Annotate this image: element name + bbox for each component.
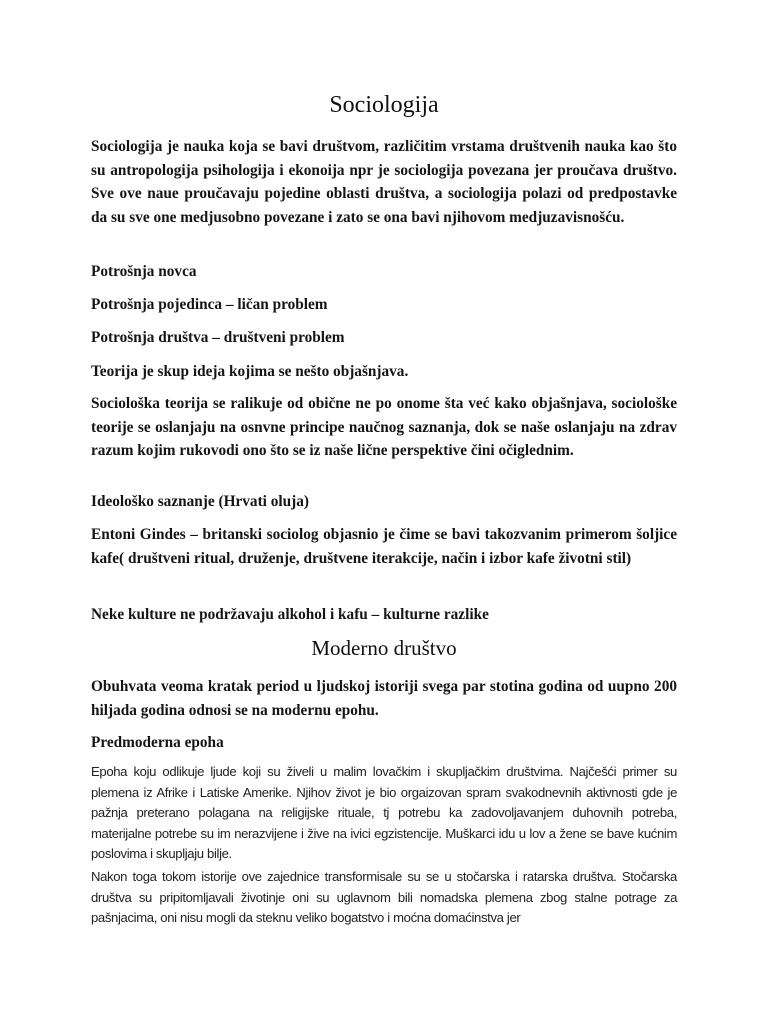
line-ideolosko-saznanje: Ideološko saznanje (Hrvati oluja): [91, 493, 309, 510]
paragraph-nakon: Nakon toga tokom istorije ove zajednice transformisale su se u stočarska i ratarska društva. Stočarska društva su pripitomljavali životinje oni su uglavnom bili nomadska plemena zbog stalne potrage za pašnjacima, oni nisu mogli da steknu veliko bogatstvo i moćna domaćinstva jer: [91, 869, 677, 926]
section-title-moderno-drustvo: Moderno društvo: [311, 636, 457, 660]
paragraph-socioloska-teorija: Sociološka teorija se ralikuje od obične ne po onome šta već kako objašnjava, sociološke teorije se oslanjaju na osnvne principe naučnog saznanja, dok se naše oslanjaju na zdrav razum kojim rukovodi ono što se iz naše lične perspektive čini očiglednim.: [91, 395, 677, 460]
paragraph-gindes: Entoni Gindes – britanski sociolog objasnio je čime se bavi takozvanim primerom šoljice kafe( društveni ritual, druženje, društvene iterakcije, način i izbor kafe životni stil): [91, 526, 677, 567]
line-teorija: Teorija je skup ideja kojima se nešto objašnjava.: [91, 363, 409, 380]
paragraph-epoha: Epoha koju odlikuje ljude koji su živeli u malim lovačkim i skupljačkim društvima. Najčešći primer su plemena iz Afrike i Latiske Amerike. Njihov život je bio orgaizovan spram svakodnevnih aktivnosti gde je pažnja preterano polagana na religijske rituale, tj potrebu ka zadovoljavanjem duhovnih potreba, materijalne potrebe su im nerazvijene i žive na ivici egzistencije. Muškarci idu u lov a žene se bave kućnim poslovima i skupljaju bilje.: [91, 764, 677, 862]
heading-predmoderna-epoha: Predmoderna epoha: [91, 734, 224, 751]
line-potrosnja-pojedinca: Potrošnja pojedinca – ličan problem: [91, 296, 328, 313]
line-potrosnja-drustva: Potrošnja društva – društveni problem: [91, 329, 345, 346]
line-kulturne-razlike: Neke kulture ne podržavaju alkohol i kafu – kulturne razlike: [91, 606, 489, 623]
document-title: Sociologija: [329, 92, 439, 118]
intro-paragraph: Sociologija je nauka koja se bavi društvom, različitim vrstama društvenih nauka kao što su antropologija psihologija i ekonoija npr je sociologija povezana jer proučava društvo. Sve ove naue proučavaju pojedine oblasti društva, a sociologija polazi od predpostavke da su sve one medjusobno povezane i zato se ona bavi njihovom medjuzavisnošću.: [91, 138, 677, 227]
line-potrosnja-novca: Potrošnja novca: [91, 263, 197, 280]
paragraph-obuhvata: Obuhvata veoma kratak period u ljudskoj istoriji svega par stotina godina od uupno 200 hiljada godina odnosi se na modernu epohu.: [91, 678, 677, 719]
